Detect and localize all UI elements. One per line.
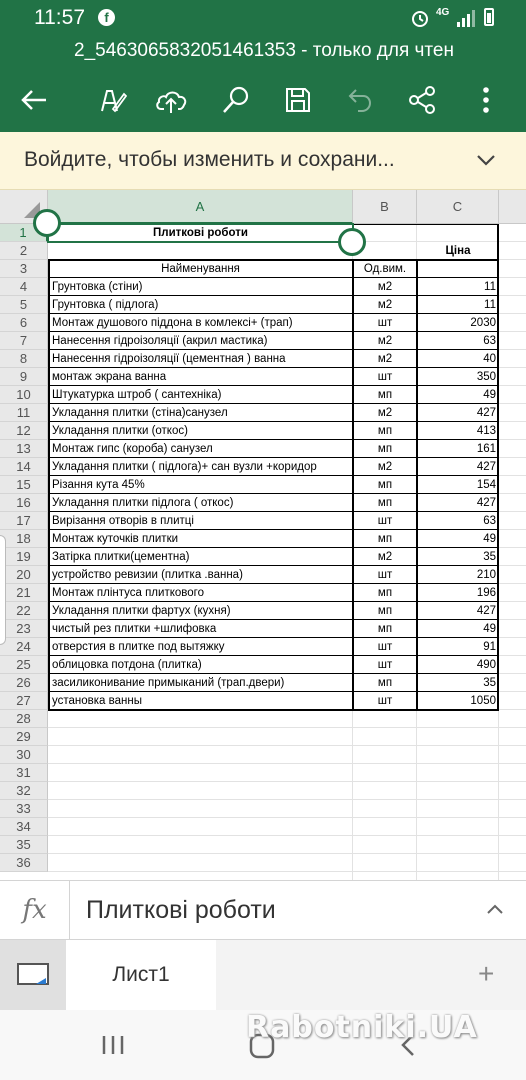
row-header[interactable]: 12 bbox=[0, 422, 48, 440]
row-header[interactable]: 14 bbox=[0, 458, 48, 476]
share-icon[interactable] bbox=[402, 80, 442, 120]
cell-item-price[interactable]: 413 bbox=[476, 425, 496, 437]
sheet-tab-list1[interactable]: Лист1 bbox=[66, 940, 216, 1010]
cell-item-name[interactable]: Укладання плитки ( підлога)+ сан вузли +коридор bbox=[52, 461, 317, 473]
row-header[interactable]: 31 bbox=[0, 764, 48, 782]
cell-item-price[interactable]: 35 bbox=[483, 677, 496, 689]
row-header[interactable]: 18 bbox=[0, 530, 48, 548]
cell-item-price[interactable]: 63 bbox=[483, 515, 496, 527]
cell-item-price[interactable]: 49 bbox=[483, 533, 496, 545]
row-header[interactable]: 9 bbox=[0, 368, 48, 386]
alarm-icon bbox=[410, 8, 430, 28]
cell-item-name[interactable]: Вирізання отворів в плитці bbox=[52, 515, 194, 527]
cell-item-unit[interactable]: м2 bbox=[377, 335, 393, 347]
table-border bbox=[48, 259, 499, 261]
selection-handle-end[interactable] bbox=[338, 228, 366, 256]
cell-item-name[interactable]: Грунтовка ( підлога) bbox=[52, 299, 159, 311]
cell-item-price[interactable]: 490 bbox=[476, 659, 496, 671]
cell-item-price[interactable]: 427 bbox=[476, 605, 496, 617]
cell-item-name[interactable]: Штукатурка штроб ( сантехніка) bbox=[52, 389, 222, 401]
row-header[interactable]: 34 bbox=[0, 818, 48, 836]
cell-item-name[interactable]: засиликонивание примыканий (трап.двери) bbox=[52, 677, 285, 689]
cell-item-unit[interactable]: шт bbox=[377, 695, 393, 707]
column-header-a[interactable]: A bbox=[48, 190, 353, 224]
cell-item-unit[interactable]: м2 bbox=[377, 353, 393, 365]
cell-item-name[interactable]: Затірка плитки(цементна) bbox=[52, 551, 190, 563]
row-header[interactable]: 36 bbox=[0, 854, 48, 872]
table-border bbox=[48, 403, 499, 404]
table-border bbox=[352, 260, 354, 710]
cell-item-price[interactable]: 427 bbox=[476, 461, 496, 473]
cell-item-unit[interactable]: мп bbox=[377, 623, 393, 635]
table-border bbox=[48, 691, 499, 692]
cell-item-name[interactable]: облицовка потдона (плитка) bbox=[52, 659, 202, 671]
file-title: 2_5463065832051461353 - только для чтен bbox=[74, 40, 454, 61]
gridline bbox=[48, 853, 526, 854]
cell-item-price[interactable]: 35 bbox=[483, 551, 496, 563]
table-border bbox=[48, 637, 499, 638]
network-type: 4G bbox=[436, 7, 450, 18]
cell-item-name[interactable]: установка ванны bbox=[52, 695, 142, 707]
row-header[interactable]: 19 bbox=[0, 548, 48, 566]
cell-title[interactable]: Плиткові роботи bbox=[153, 227, 248, 239]
gridline bbox=[48, 799, 526, 800]
row-header[interactable]: 27 bbox=[0, 692, 48, 710]
cell-item-unit[interactable]: мп bbox=[377, 587, 393, 599]
table-border bbox=[48, 619, 499, 620]
file-title-bar bbox=[0, 36, 526, 68]
table-border bbox=[48, 457, 499, 458]
table-border bbox=[497, 242, 499, 260]
toolbar bbox=[0, 68, 526, 132]
cell-item-name[interactable]: Різання кута 45% bbox=[52, 479, 145, 491]
row-header[interactable]: 23 bbox=[0, 620, 48, 638]
table-border bbox=[48, 547, 499, 548]
cell-item-unit[interactable]: мп bbox=[377, 533, 393, 545]
cell-item-price[interactable]: 161 bbox=[476, 443, 496, 455]
formula-content[interactable]: Плиткові роботи bbox=[86, 896, 276, 924]
cell-item-price[interactable]: 91 bbox=[483, 641, 496, 653]
cell-item-name[interactable]: устройство ревизии (плитка .ванна) bbox=[52, 569, 243, 581]
row-header[interactable]: 17 bbox=[0, 512, 48, 530]
cell-item-price[interactable]: 350 bbox=[476, 371, 496, 383]
cell-item-name[interactable]: Укладання плитки підлога ( откос) bbox=[52, 497, 234, 509]
selection-handle-start[interactable] bbox=[33, 209, 61, 237]
sheets-list-icon[interactable] bbox=[0, 940, 66, 1010]
row-header[interactable]: 29 bbox=[0, 728, 48, 746]
table-border bbox=[48, 583, 499, 584]
cell-item-price[interactable]: 154 bbox=[476, 479, 496, 491]
cell-item-unit[interactable]: шт bbox=[377, 641, 393, 653]
table-border bbox=[48, 565, 499, 566]
cell-item-unit[interactable]: шт bbox=[377, 569, 393, 581]
search-icon[interactable] bbox=[216, 80, 256, 120]
column-header-b[interactable]: B bbox=[353, 190, 417, 224]
recent-apps-icon[interactable] bbox=[100, 1034, 126, 1056]
cell-header-name[interactable]: Найменування bbox=[161, 263, 240, 275]
fx-icon[interactable]: fx bbox=[0, 881, 70, 939]
table-border bbox=[48, 277, 499, 278]
status-bar bbox=[0, 0, 526, 36]
more-vertical-icon[interactable] bbox=[466, 80, 506, 120]
status-time: 11:57 bbox=[34, 6, 85, 29]
chevron-up-icon[interactable] bbox=[484, 901, 506, 919]
cell-item-price[interactable]: 63 bbox=[483, 335, 496, 347]
cell-item-price[interactable]: 49 bbox=[483, 623, 496, 635]
table-border bbox=[48, 331, 499, 332]
formula-bar bbox=[0, 880, 526, 940]
signal-icon bbox=[456, 9, 476, 27]
row-header[interactable]: 21 bbox=[0, 584, 48, 602]
row-header[interactable]: 16 bbox=[0, 494, 48, 512]
cell-item-name[interactable]: отверстия в плитке под вытяжку bbox=[52, 641, 225, 653]
cell-item-unit[interactable]: мп bbox=[377, 479, 393, 491]
cell-item-name[interactable]: Нанесення гідроізоляції (цементная ) ванна bbox=[52, 353, 286, 365]
table-border bbox=[497, 224, 499, 242]
gridline bbox=[48, 745, 526, 746]
sheet-tab-bar bbox=[0, 940, 526, 1010]
table-border bbox=[48, 349, 499, 350]
table-border bbox=[48, 511, 499, 512]
cell-item-name[interactable]: монтаж экрана ванна bbox=[52, 371, 167, 383]
row-header[interactable]: 5 bbox=[0, 296, 48, 314]
cell-item-unit[interactable]: мп bbox=[377, 443, 393, 455]
cell-item-unit[interactable]: шт bbox=[377, 317, 393, 329]
row-header[interactable]: 7 bbox=[0, 332, 48, 350]
gridline bbox=[48, 817, 526, 818]
row-header[interactable]: 30 bbox=[0, 746, 48, 764]
cell-item-price[interactable]: 1050 bbox=[470, 695, 496, 707]
gridline bbox=[48, 781, 526, 782]
cell-item-price[interactable]: 40 bbox=[483, 353, 496, 365]
row-header[interactable]: 2 bbox=[0, 242, 48, 260]
table-border bbox=[416, 260, 418, 710]
cell-selection bbox=[47, 223, 354, 243]
table-border bbox=[48, 673, 499, 674]
cell-item-name[interactable]: Монтаж гипс (короба) санузел bbox=[52, 443, 213, 455]
cell-item-unit[interactable]: м2 bbox=[377, 299, 393, 311]
cell-item-unit[interactable]: мп bbox=[377, 497, 393, 509]
cell-item-unit[interactable]: м2 bbox=[377, 551, 393, 563]
row-header[interactable]: 1 bbox=[0, 224, 48, 242]
row-header[interactable]: 13 bbox=[0, 440, 48, 458]
row-header[interactable]: 26 bbox=[0, 674, 48, 692]
cell-item-name[interactable]: Монтаж плінтуса плиткового bbox=[52, 587, 204, 599]
table-border bbox=[48, 709, 499, 711]
table-border bbox=[48, 439, 499, 440]
cell-item-name[interactable]: Укладання плитки (откос) bbox=[52, 425, 188, 437]
row-header[interactable]: 8 bbox=[0, 350, 48, 368]
row-header[interactable]: 32 bbox=[0, 782, 48, 800]
save-icon[interactable] bbox=[278, 80, 318, 120]
edit-pen-icon[interactable] bbox=[92, 80, 132, 120]
cell-item-name[interactable]: Укладання плитки фартух (кухня) bbox=[52, 605, 231, 617]
row-header[interactable]: 11 bbox=[0, 404, 48, 422]
cell-item-unit[interactable]: мп bbox=[377, 425, 393, 437]
cell-item-price[interactable]: 427 bbox=[476, 407, 496, 419]
chevron-down-icon[interactable] bbox=[474, 150, 498, 170]
cell-item-name[interactable]: Укладання плитки (стіна)санузел bbox=[52, 407, 228, 419]
cell-item-unit[interactable]: м2 bbox=[377, 281, 393, 293]
gridline bbox=[48, 871, 526, 872]
table-border bbox=[497, 260, 499, 711]
battery-icon bbox=[484, 8, 494, 26]
gridline bbox=[48, 763, 526, 764]
facebook-icon: f bbox=[98, 9, 115, 26]
cell-item-price[interactable]: 210 bbox=[476, 569, 496, 581]
cell-item-unit[interactable]: м2 bbox=[377, 407, 393, 419]
row-header[interactable]: 20 bbox=[0, 566, 48, 584]
upload-cloud-icon[interactable] bbox=[152, 80, 192, 120]
table-border bbox=[48, 493, 499, 494]
cell-item-name[interactable]: чистый рез плитки +шлифовка bbox=[52, 623, 217, 635]
cell-header-unit[interactable]: Од.вим. bbox=[363, 263, 407, 275]
row-header[interactable]: 4 bbox=[0, 278, 48, 296]
row-header[interactable]: 33 bbox=[0, 800, 48, 818]
cell-item-price[interactable]: 11 bbox=[484, 299, 496, 311]
undo-icon[interactable] bbox=[340, 80, 380, 120]
cell-item-unit[interactable]: мп bbox=[377, 605, 393, 617]
cell-item-unit[interactable]: шт bbox=[377, 659, 393, 671]
row-header[interactable]: 15 bbox=[0, 476, 48, 494]
cell-item-name[interactable]: Грунтовка (стіни) bbox=[52, 281, 143, 293]
row-header[interactable]: 10 bbox=[0, 386, 48, 404]
table-border bbox=[48, 601, 499, 602]
row-header[interactable]: 28 bbox=[0, 710, 48, 728]
side-panel-tab[interactable] bbox=[0, 535, 6, 645]
cell-item-unit[interactable]: м2 bbox=[377, 461, 393, 473]
spreadsheet-grid[interactable] bbox=[0, 190, 526, 880]
table-border bbox=[48, 385, 499, 386]
cell-item-name[interactable]: Монтаж душового піддона в комлексі+ (трап) bbox=[52, 317, 293, 329]
row-header[interactable]: 24 bbox=[0, 638, 48, 656]
cell-item-price[interactable]: 11 bbox=[484, 281, 496, 293]
gridline bbox=[48, 727, 526, 728]
row-header[interactable]: 35 bbox=[0, 836, 48, 854]
cell-item-unit[interactable]: мп bbox=[377, 677, 393, 689]
cell-item-name[interactable]: Монтаж куточків плитки bbox=[52, 533, 179, 545]
banner-message: Войдите, чтобы изменить и сохрани... bbox=[24, 148, 395, 171]
row-header[interactable]: 6 bbox=[0, 314, 48, 332]
cell-item-unit[interactable]: мп bbox=[377, 389, 393, 401]
watermark-text: Rabotniki.UA bbox=[246, 1010, 478, 1045]
column-header-c[interactable]: C bbox=[417, 190, 499, 224]
table-border bbox=[48, 421, 499, 422]
cell-price-header[interactable]: Ціна bbox=[445, 245, 471, 257]
add-sheet-button[interactable]: + bbox=[478, 958, 495, 989]
table-border bbox=[48, 260, 50, 710]
gridline bbox=[48, 835, 526, 836]
table-border bbox=[48, 475, 499, 476]
cell-item-price[interactable]: 196 bbox=[476, 587, 496, 599]
column-header-d[interactable] bbox=[499, 190, 526, 224]
table-border bbox=[48, 295, 499, 296]
sign-in-banner[interactable] bbox=[0, 132, 526, 190]
cell-item-unit[interactable]: шт bbox=[377, 371, 393, 383]
row-header[interactable]: 3 bbox=[0, 260, 48, 278]
back-arrow-icon[interactable] bbox=[14, 80, 54, 120]
table-border bbox=[48, 313, 499, 314]
cell-item-price[interactable]: 2030 bbox=[470, 317, 496, 329]
cell-item-unit[interactable]: шт bbox=[377, 515, 393, 527]
cell-item-name[interactable]: Нанесення гідроізоляції (акрил мастика) bbox=[52, 335, 268, 347]
row-header[interactable]: 22 bbox=[0, 602, 48, 620]
cell-item-price[interactable]: 49 bbox=[483, 389, 496, 401]
table-border bbox=[48, 655, 499, 656]
table-border bbox=[48, 367, 499, 368]
cell-item-price[interactable]: 427 bbox=[476, 497, 496, 509]
row-header[interactable]: 25 bbox=[0, 656, 48, 674]
table-border bbox=[48, 529, 499, 530]
